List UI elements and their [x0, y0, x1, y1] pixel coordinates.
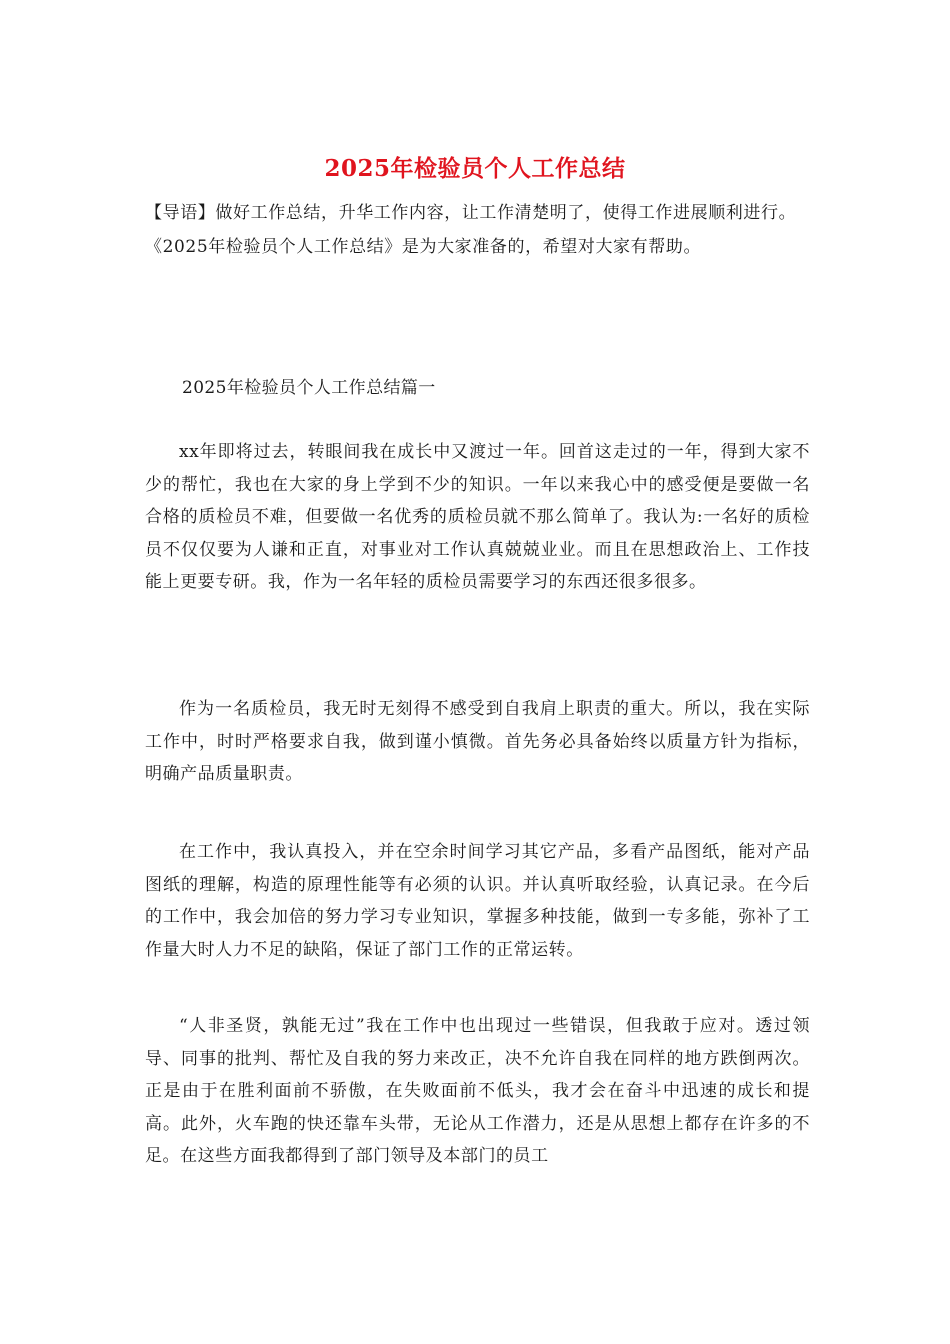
body-paragraph-4: “人非圣贤，孰能无过”我在工作中也出现过一些错误，但我敢于应对。透过领导、同事的批判、帮忙及自我的努力来改正，决不允许自我在同样的地方跌倒两次。正是由于在胜利面前不骄傲，在失败面前不低头，我才会在奋斗中迅速的成长和提高。此外，火车跑的快还靠车头带，无论从工作潜力，还是从思想上都存在许多的不足。在这些方面我都得到了部门领导及本部门的员工 [145, 1016, 810, 1166]
body-paragraph-2: 作为一名质检员，我无时无刻得不感受到自我肩上职责的重大。所以，我在实际工作中，时时严格要求自我，做到谨小慎微。首先务必具备始终以质量方针为指标，明确产品质量职责。 [145, 699, 810, 784]
body-paragraph-3: 在工作中，我认真投入，并在空余时间学习其它产品，多看产品图纸，能对产品图纸的理解，构造的原理性能等有必须的认识。并认真听取经验，认真记录。在今后的工作中，我会加倍的努力学习专业知识，掌握多种技能，做到一专多能，弥补了工作量大时人力不足的缺陷，保证了部门工作的正常运转。 [145, 842, 810, 960]
document-title: 2025年检验员个人工作总结 [324, 155, 626, 182]
body-paragraph-1: xx年即将过去，转眼间我在成长中又渡过一年。回首这走过的一年，得到大家不少的帮忙，我也在大家的身上学到不少的知识。一年以来我心中的感受便是要做一名合格的质检员不难，但要做一名优秀的质检员就不那么简单了。我认为:一名好的质检员不仅仅要为人谦和正直，对事业对工作认真兢兢业业。而且在思想政治上、工作技能上更要专研。我，作为一名年轻的质检员需要学习的东西还很多很多。 [145, 442, 810, 592]
section-heading: 2025年检验员个人工作总结篇一 [182, 378, 436, 398]
intro-paragraph: 【导语】做好工作总结，升华工作内容，让工作清楚明了，使得工作进展顺利进行。《2025年检验员个人工作总结》是为大家准备的，希望对大家有帮助。 [145, 203, 797, 257]
